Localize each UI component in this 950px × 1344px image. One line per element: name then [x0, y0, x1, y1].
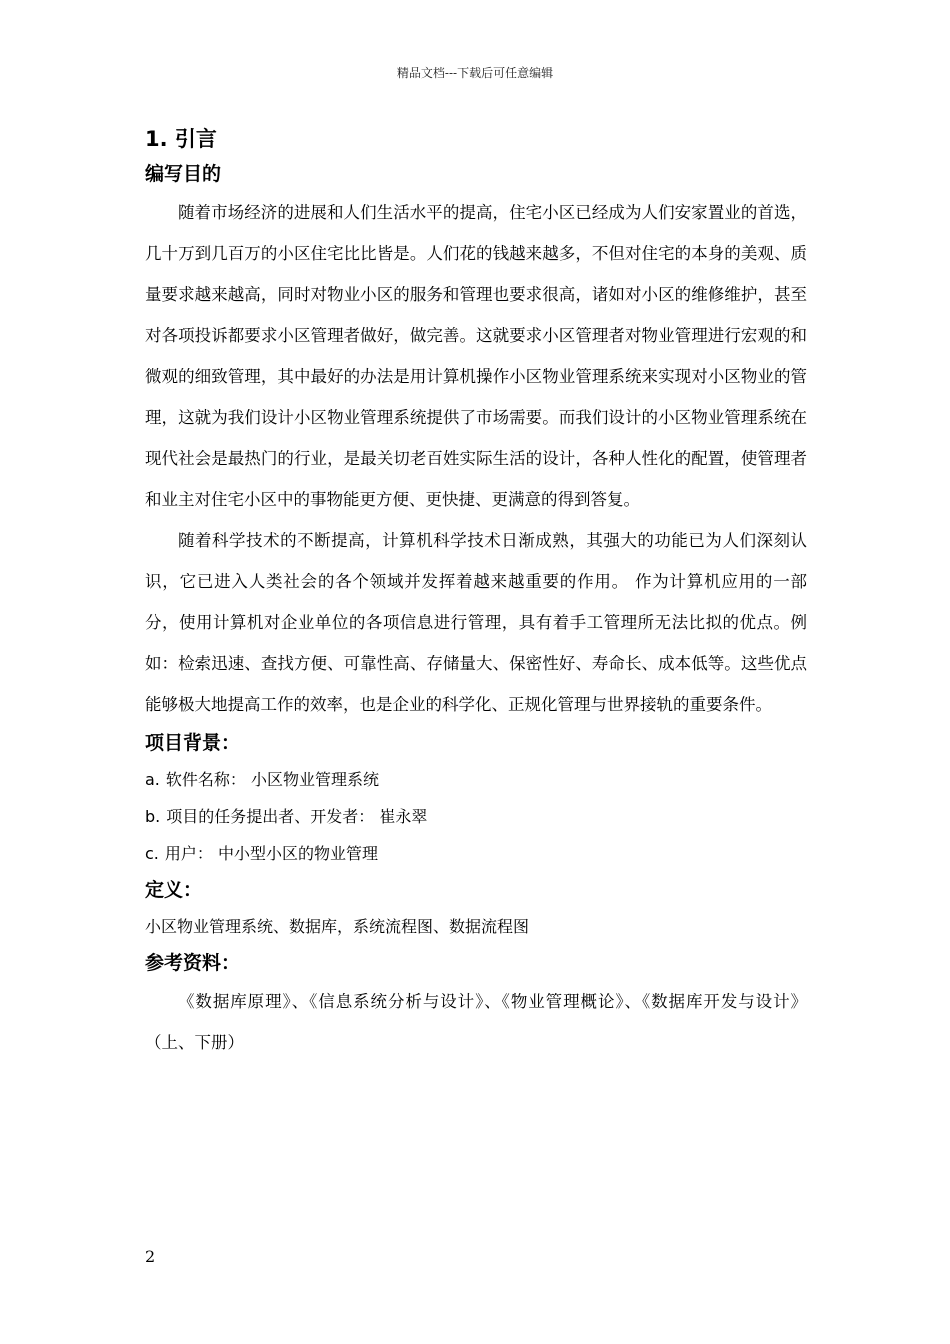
definitions-text: 小区物业管理系统、数据库，系统流程图、数据流程图 — [145, 917, 530, 936]
references-heading: 参考资料： — [145, 952, 241, 974]
background-item-developer — [145, 798, 807, 835]
purpose-paragraph-2: 随着科学技术的不断提高，计算机科学技术日渐成熟，其强大的功能已为人们深刻认识，它已进入人类社会的各个领域并发挥着越来越重要的作用。 作为计算机应用的一部分，使用计算机对企业单位的各项信息进行管理，具有着手工管理所无法比拟的优点。例如：检索迅速、查找方便、可靠性高、存储量大、保密性好、寿命长、成本低等。这些优点能够极大地提高工作的效率，也是企业的科学化、正规化管理与世界接轨的重要条件。 — [145, 531, 807, 714]
page-header: 精品文档---下载后可任意编辑 — [396, 66, 554, 80]
list-marker: c. — [145, 844, 159, 863]
background-item-user — [145, 835, 807, 872]
document-body — [145, 122, 807, 1063]
list-marker: b. — [145, 807, 161, 826]
background-item-software-name — [145, 761, 807, 798]
list-item-text: 用户： 中小型小区的物业管理 — [164, 844, 378, 863]
list-item-text: 项目的任务提出者、开发者： 崔永翠 — [166, 807, 428, 826]
list-marker: a. — [145, 770, 160, 789]
page-number: 2 — [145, 1247, 156, 1266]
purpose-paragraph-1: 随着市场经济的进展和人们生活水平的提高，住宅小区已经成为人们安家置业的首选，几十万到几百万的小区住宅比比皆是。人们花的钱越来越多，不但对住宅的本身的美观、质量要求越来越高，同时对物业小区的服务和管理也要求很高，诸如对小区的维修维护，甚至对各项投诉都要求小区管理者做好，做完善。这就要求小区管理者对物业管理进行宏观的和微观的细致管理，其中最好的办法是用计算机操作小区物业管理系统来实现对小区物业的管理，这就为我们设计小区物业管理系统提供了市场需要。而我们设计的小区物业管理系统在现代社会是最热门的行业，是最关切老百姓实际生活的设计，各种人性化的配置，使管理者和业主对住宅小区中的事物能更方便、更快捷、更满意的得到答复。 — [145, 203, 807, 509]
background-heading: 项目背景： — [145, 732, 241, 754]
definitions-heading: 定义： — [145, 879, 203, 901]
list-item-text: 软件名称： 小区物业管理系统 — [165, 770, 379, 789]
references-text: 《数据库原理》、《信息系统分析与设计》、《物业管理概论》、《数据库开发与设计》（上、下册） — [145, 992, 807, 1052]
purpose-heading: 编写目的 — [145, 163, 222, 185]
section-title: 1. 引言 — [145, 127, 217, 151]
